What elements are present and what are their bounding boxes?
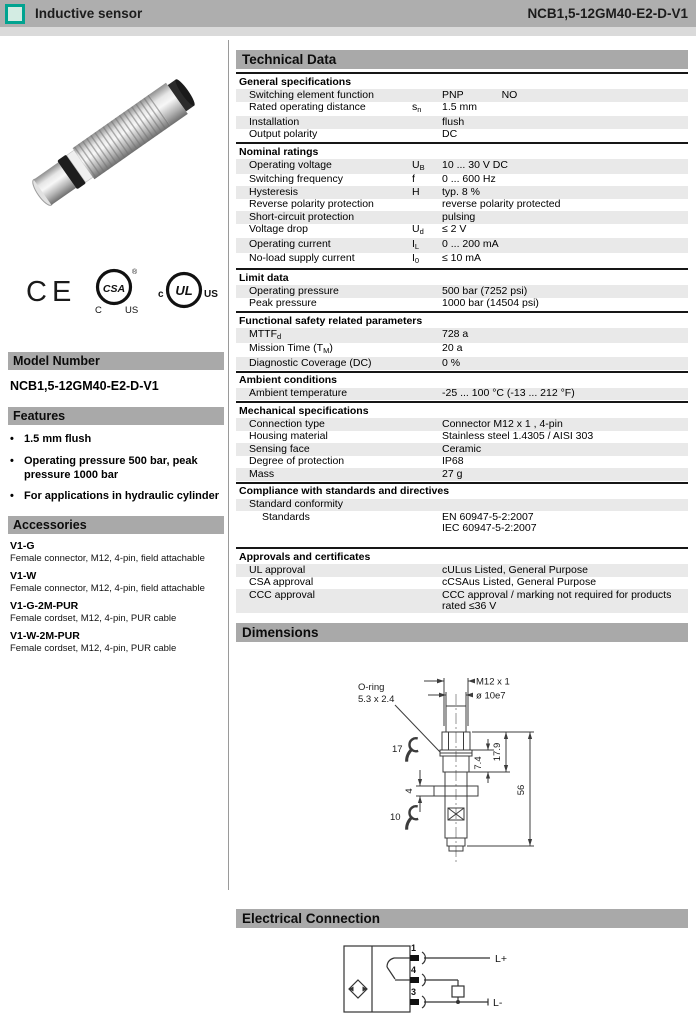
svg-text:®: ®: [132, 269, 138, 276]
spec-label: Connection type: [249, 417, 325, 430]
spec-label: CCC approval: [249, 588, 315, 601]
spec-symbol: $I_L$: [412, 237, 420, 251]
wrench-10-label: 10: [390, 812, 401, 823]
column-divider: [228, 40, 229, 890]
spec-row: [236, 238, 688, 253]
ul-mark: [158, 274, 218, 307]
spec-value: -25 ... 100 °C (-13 ... 212 °F): [442, 387, 575, 399]
spec-label: Peak pressure: [249, 297, 317, 309]
product-photo: [8, 48, 224, 243]
pin1-label: 1: [411, 943, 417, 953]
dim-m12: [424, 678, 475, 726]
dim-diameter-label: ø 10e7: [476, 690, 506, 702]
spec-row: [236, 224, 688, 239]
spec-row: [236, 89, 688, 102]
feature-text: For applications in hydraulic cylinder: [24, 490, 219, 503]
model-number-value: NCB1,5-12GM40-E2-D-V1: [10, 379, 159, 393]
wrench-10-icon: [406, 805, 421, 832]
spec-value: ≤ 10 mA: [442, 252, 482, 264]
dim-diameter: [428, 692, 473, 706]
spec-label: Reverse polarity protection: [249, 198, 374, 210]
spec-label: Operating voltage: [249, 158, 332, 171]
wiring: [424, 958, 490, 1006]
oring-label-line1: O-ring: [358, 682, 385, 693]
electrical-connection-section-header: Electrical Connection: [236, 909, 688, 928]
dim-56-label: 56: [516, 784, 527, 796]
spec-section-header: Compliance with standards and directives: [236, 482, 688, 499]
spec-row: [236, 499, 688, 512]
feature-item: [10, 490, 222, 504]
svg-text:c: c: [158, 289, 164, 300]
technical-data-section-header: Technical Data: [236, 50, 688, 69]
spec-value: Connector M12 x 1 , 4-pin: [442, 417, 563, 430]
spec-value: 1.5 mm: [442, 101, 478, 113]
brand-icon: [5, 4, 25, 24]
accessory-description: Female connector, M12, 4-pin, field attachable: [10, 553, 205, 564]
spec-value: 500 bar (7252 psi): [442, 284, 528, 297]
svg-text:US: US: [125, 305, 139, 316]
svg-text:US: US: [204, 289, 218, 300]
spec-row: [236, 102, 688, 117]
svg-text:CSA: CSA: [102, 283, 126, 295]
spec-value: typ. 8 %: [442, 185, 480, 198]
spec-row: [236, 285, 688, 298]
page-header: [0, 0, 696, 27]
spec-symbol: $U_d$: [412, 223, 424, 236]
spec-section-header: General specifications: [236, 72, 688, 89]
spec-label: UL approval: [249, 563, 306, 576]
spec-row: [236, 468, 688, 481]
spec-label: Standard conformity: [249, 498, 343, 510]
certification-marks: [8, 261, 224, 324]
spec-section-header: Nominal ratings: [236, 142, 688, 159]
spec-value: CCC approval / marking not required for products rated ≤36 V: [442, 588, 672, 612]
spec-label: CSA approval: [249, 576, 314, 588]
model-number-section-header: Model Number: [8, 352, 224, 370]
dim-17-9-label: 17.9: [492, 742, 503, 762]
spec-value: reverse polarity protected: [442, 198, 561, 210]
spec-label: Operating pressure: [249, 284, 339, 297]
spec-label: Short-circuit protection: [249, 210, 355, 223]
spec-row: [236, 116, 688, 129]
header-substrip: [0, 27, 696, 36]
spec-symbol: f: [412, 173, 415, 185]
spec-row: [236, 199, 688, 212]
accessory-description: Female cordset, M12, 4-pin, PUR cable: [10, 643, 177, 654]
spec-row: [236, 443, 688, 456]
spec-value: flush: [442, 115, 465, 128]
spec-label: Output polarity: [249, 128, 318, 140]
spec-row: [236, 564, 688, 577]
feature-text: Operating pressure 500 bar, peak pressure 1000 bar: [24, 454, 198, 481]
pin3-label: 3: [411, 987, 417, 997]
l-minus-label: L-: [493, 997, 503, 1009]
svg-text:C: C: [95, 305, 102, 316]
spec-section-header: Functional safety related parameters: [236, 311, 688, 328]
spec-symbol: $s_n$: [412, 101, 422, 114]
ce-mark: CE: [26, 276, 77, 308]
spec-value: 728 a: [442, 327, 469, 340]
spec-value: cULus Listed, General Purpose: [442, 563, 588, 576]
dimension-drawing: [348, 668, 688, 895]
spec-row: [236, 298, 688, 311]
feature-text: 1.5 mm flush: [24, 433, 92, 445]
spec-label: Voltage drop: [249, 223, 308, 235]
oring-label-line2: 5.3 x 2.4: [358, 694, 395, 705]
spec-row: [236, 211, 688, 224]
spec-row: [236, 343, 688, 358]
spec-value: DC: [442, 128, 458, 140]
spec-label: Rated operating distance: [249, 101, 366, 113]
wrench-17-icon: [406, 737, 421, 764]
spec-value: 0 ... 600 Hz: [442, 173, 496, 185]
accessory-description: Female cordset, M12, 4-pin, PUR cable: [10, 613, 177, 624]
left-column: [8, 44, 224, 654]
pin-connectors: [410, 952, 425, 1008]
spec-symbol: $I_0$: [412, 252, 420, 265]
spec-row: [236, 328, 688, 343]
right-column: [236, 50, 688, 1025]
spec-value: 1000 bar (14504 psi): [442, 297, 539, 309]
spec-row: [236, 357, 688, 370]
electrical-connection-diagram: [338, 940, 688, 1025]
spec-row: [236, 418, 688, 431]
svg-text:UL: UL: [175, 283, 193, 298]
spec-label: $MTTF_d$: [249, 327, 282, 341]
feature-item: [10, 433, 222, 447]
spec-row: [236, 253, 688, 268]
spec-label: Mission Time $(T_M)$: [249, 342, 333, 355]
spec-row: [236, 129, 688, 142]
spec-value: ≤ 2 V: [442, 223, 467, 235]
spec-label: Sensing face: [249, 442, 310, 455]
spec-label: Degree of protection: [249, 455, 345, 467]
accessory-name: V1-W: [10, 570, 37, 582]
product-photo-drawing: [8, 48, 220, 238]
spec-row: [236, 174, 688, 187]
spec-row: [236, 388, 688, 401]
dimensions-section-header: Dimensions: [236, 623, 688, 642]
spec-section-header: Approvals and certificates: [236, 547, 688, 564]
spec-section-header: Ambient conditions: [236, 371, 688, 388]
spec-value: 27 g: [442, 467, 463, 480]
spec-label: Installation: [249, 115, 300, 128]
spec-value: 10 ... 30 V DC: [442, 158, 508, 171]
spec-label: Diagnostic Coverage (DC): [249, 356, 372, 369]
spec-row: [236, 431, 688, 444]
spec-symbol: $U_B$: [412, 158, 425, 172]
spec-label: Hysteresis: [249, 185, 299, 198]
dim-4-label: 4: [404, 788, 415, 794]
spec-section-header: Limit data: [236, 268, 688, 285]
accessories-section-header: Accessories: [8, 516, 224, 534]
accessory-name: V1-G-2M-PUR: [10, 600, 79, 612]
spec-value: 0 ... 200 mA: [442, 237, 499, 250]
spec-value: pulsing: [442, 210, 476, 223]
dim-7-4-label: 7.4: [473, 756, 484, 770]
l-plus-label: L+: [495, 953, 507, 965]
spec-value: IP68: [442, 455, 464, 467]
spec-label: Ambient temperature: [249, 387, 348, 399]
spec-label: No-load supply current: [249, 252, 355, 264]
spec-symbol: H: [412, 185, 420, 198]
spec-row: [236, 186, 688, 199]
spec-row: [236, 577, 688, 590]
bullet-icon: •: [10, 490, 14, 503]
spec-label: Mass: [249, 467, 275, 480]
accessory-description: Female connector, M12, 4-pin, field attachable: [10, 583, 205, 594]
pin4-label: 4: [411, 965, 417, 975]
wrench-17-label: 17: [392, 744, 403, 755]
feature-item: [10, 455, 222, 483]
spec-label: Switching frequency: [249, 173, 343, 185]
bullet-icon: •: [10, 433, 14, 445]
spec-row: [236, 511, 688, 535]
features-section-header: Features: [8, 407, 224, 425]
accessory-name: V1-W-2M-PUR: [10, 630, 80, 642]
spec-row: [236, 456, 688, 469]
dim-4: [416, 770, 434, 812]
spec-value: cCSAus Listed, General Purpose: [442, 576, 597, 588]
sensor-symbol-box: [344, 946, 410, 1012]
spec-section-header: Mechanical specifications: [236, 401, 688, 418]
bullet-icon: •: [10, 454, 14, 467]
csa-mark: [95, 268, 138, 316]
spec-value: PNP NO: [442, 88, 518, 101]
spec-label: Housing material: [249, 430, 328, 442]
features-list: [10, 433, 222, 504]
accessory-name: V1-G: [10, 540, 35, 552]
spec-row: [236, 589, 688, 613]
header-model-number: NCB1,5-12GM40-E2-D-V1: [527, 6, 688, 21]
technical-data-table: [236, 72, 688, 613]
spec-label: Standards: [262, 510, 310, 523]
spec-value: EN 60947-5-2:2007 IEC 60947-5-2:2007: [442, 510, 537, 534]
product-type-title: Inductive sensor: [35, 6, 143, 21]
spec-label: Switching element function: [249, 88, 374, 101]
spec-label: Operating current: [249, 237, 331, 250]
spec-value: 0 %: [442, 356, 461, 369]
spec-row: [236, 159, 688, 174]
accessories-list: [10, 540, 222, 654]
spec-value: 20 a: [442, 342, 463, 354]
spec-value: Ceramic: [442, 442, 482, 455]
dim-thread-label: M12 x 1: [476, 676, 510, 688]
spec-value: Stainless steel 1.4305 / AISI 303: [442, 430, 594, 442]
